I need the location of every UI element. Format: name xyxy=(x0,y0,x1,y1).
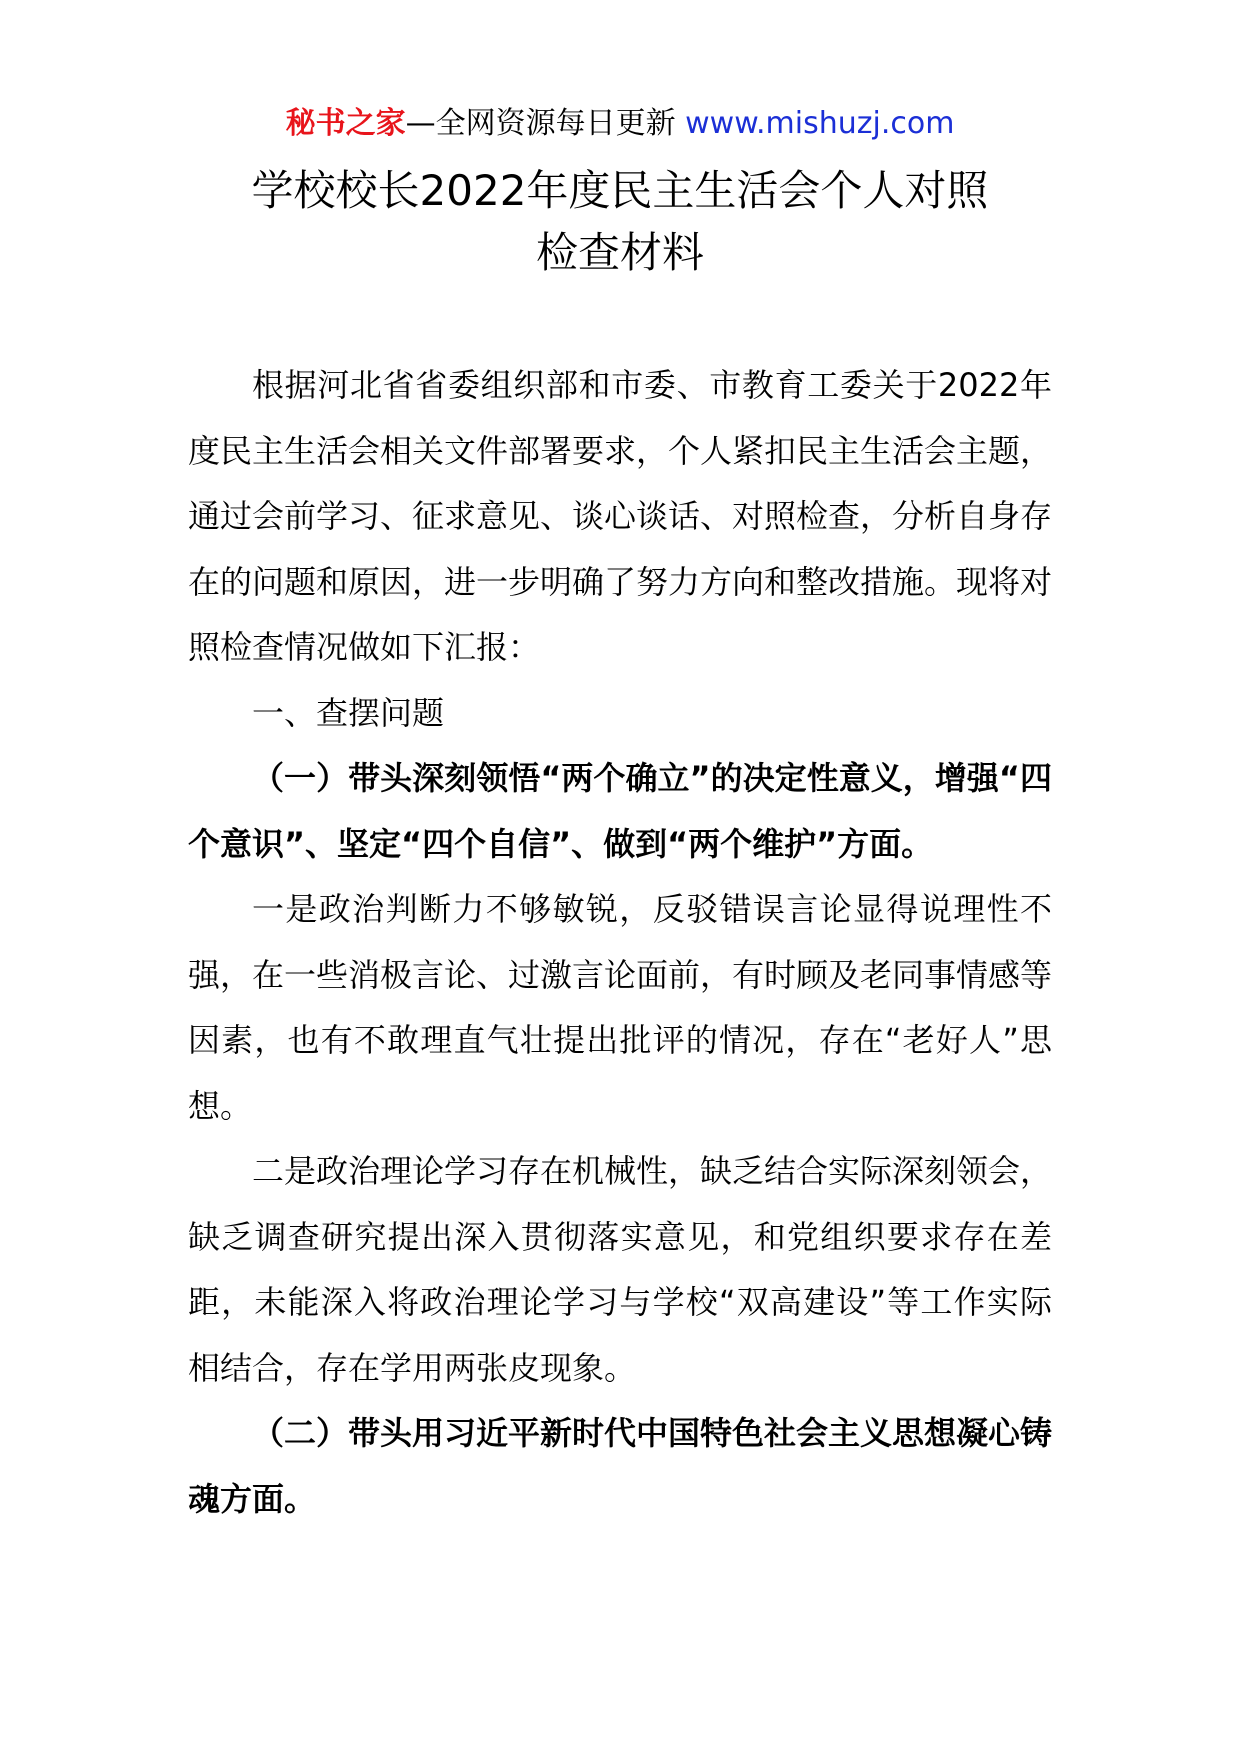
document-title xyxy=(150,160,1090,284)
problem-paragraph-1: 一是政治判断力不够敏锐，反驳错误言论显得说理性不强，在一些消极言论、过激言论面前，有时顾及老同事情感等因素，也有不敢理直气壮提出批评的情况，存在“老好人”思想。 xyxy=(188,890,1053,1125)
intro-paragraph: 根据河北省省委组织部和市委、市教育工委关于2022年度民主生活会相关文件部署要求，个人紧扣民主生活会主题，通过会前学习、征求意见、谈心谈话、对照检查，分析自身存在的问题和原因，进一步明确了努力方向和整改措施。现将对照检查情况做如下汇报： xyxy=(188,366,1053,666)
problem-paragraph-2: 二是政治理论学习存在机械性，缺乏结合实际深刻领会，缺乏调查研究提出深入贯彻落实意见，和党组织要求存在差距，未能深入将政治理论学习与学校“双高建设”等工作实际相结合，存在学用两张皮现象。 xyxy=(188,1152,1053,1387)
title-line-2: 检查材料 xyxy=(535,228,704,277)
watermark-header xyxy=(0,102,1240,146)
brand-slogan: —全网资源每日更新 xyxy=(405,106,686,141)
subsection-heading-2: （二）带头用习近平新时代中国特色社会主义思想凝心铸魂方面。 xyxy=(188,1414,1053,1518)
section-heading-1: 一、查摆问题 xyxy=(252,693,445,732)
brand-name: 秘书之家 xyxy=(285,106,406,141)
document-body xyxy=(188,353,1052,1532)
subsection-heading-1: （一）带头深刻领悟“两个确立”的决定性意义，增强“四个意识”、坚定“四个自信”、做到“两个维护”方面。 xyxy=(188,759,1052,863)
site-url: www.mishuzj.com xyxy=(685,106,955,141)
title-line-1: 学校校长2022年度民主生活会个人对照 xyxy=(251,166,989,215)
